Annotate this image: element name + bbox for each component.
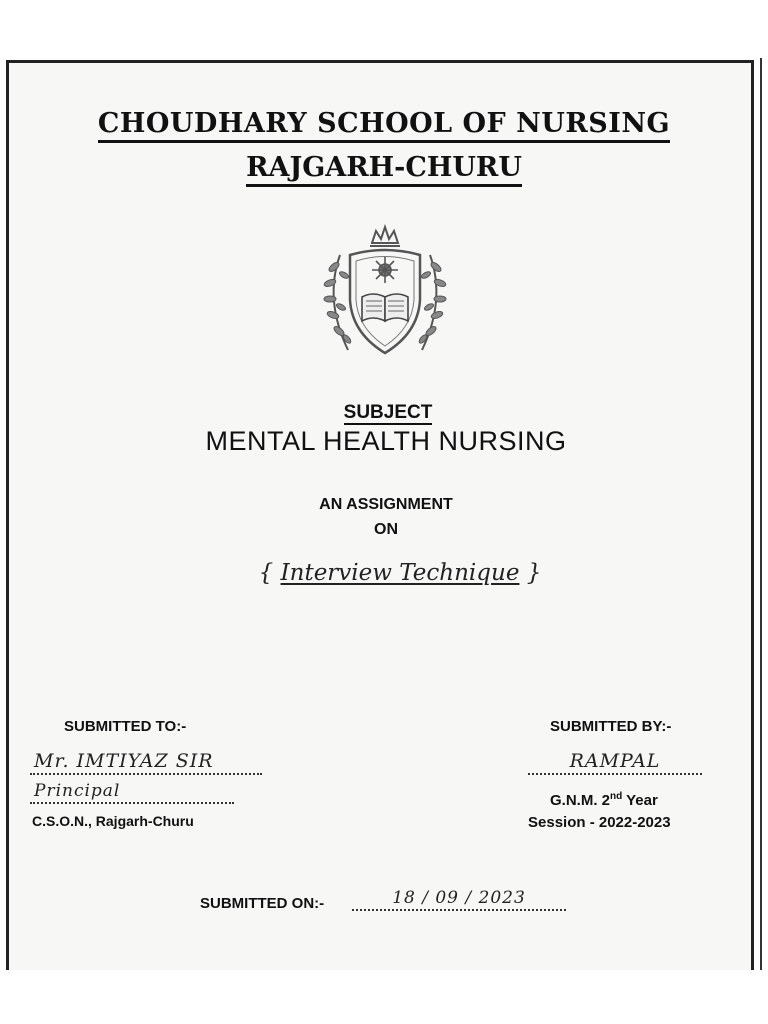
assignment-topic: { Interview Technique } — [258, 560, 542, 586]
page-edge — [760, 58, 762, 970]
submitted-on-date: 18 / 09 / 2023 — [352, 888, 566, 911]
school-name-text: CHOUDHARY SCHOOL OF NURSING — [98, 108, 670, 143]
course-prefix: G.N.M. 2 — [550, 792, 611, 809]
submitted-to-institution: C.S.O.N., Rajgarh-Churu — [32, 813, 194, 829]
subject-label-text: SUBJECT — [343, 402, 433, 423]
submitted-to-label: SUBMITTED TO:- — [64, 718, 187, 735]
subject-label — [0, 402, 768, 424]
course-sup: nd — [610, 791, 623, 802]
assignment-topic-text: Interview Technique — [280, 560, 520, 586]
document-sheet — [6, 60, 754, 970]
submitted-by-session: Session - 2022-2023 — [528, 814, 671, 831]
assignment-heading: AN ASSIGNMENT — [319, 496, 453, 513]
school-place — [0, 152, 768, 183]
submitted-to-name: Mr. IMTIYAZ SIR — [30, 750, 262, 775]
school-place-text: RAJGARH-CHURU — [246, 152, 522, 187]
school-crest-icon — [310, 215, 460, 360]
submitted-by-course — [550, 791, 658, 809]
school-name — [0, 108, 768, 139]
submitted-by-name: RAMPAL — [528, 750, 702, 775]
subject-name: MENTAL HEALTH NURSING — [205, 426, 567, 456]
assignment-on: ON — [374, 521, 398, 538]
course-suffix: Year — [622, 792, 658, 809]
submitted-on-label: SUBMITTED ON:- — [200, 895, 325, 912]
submitted-by-label: SUBMITTED BY:- — [550, 718, 672, 735]
submitted-to-designation: Principal — [30, 781, 234, 804]
